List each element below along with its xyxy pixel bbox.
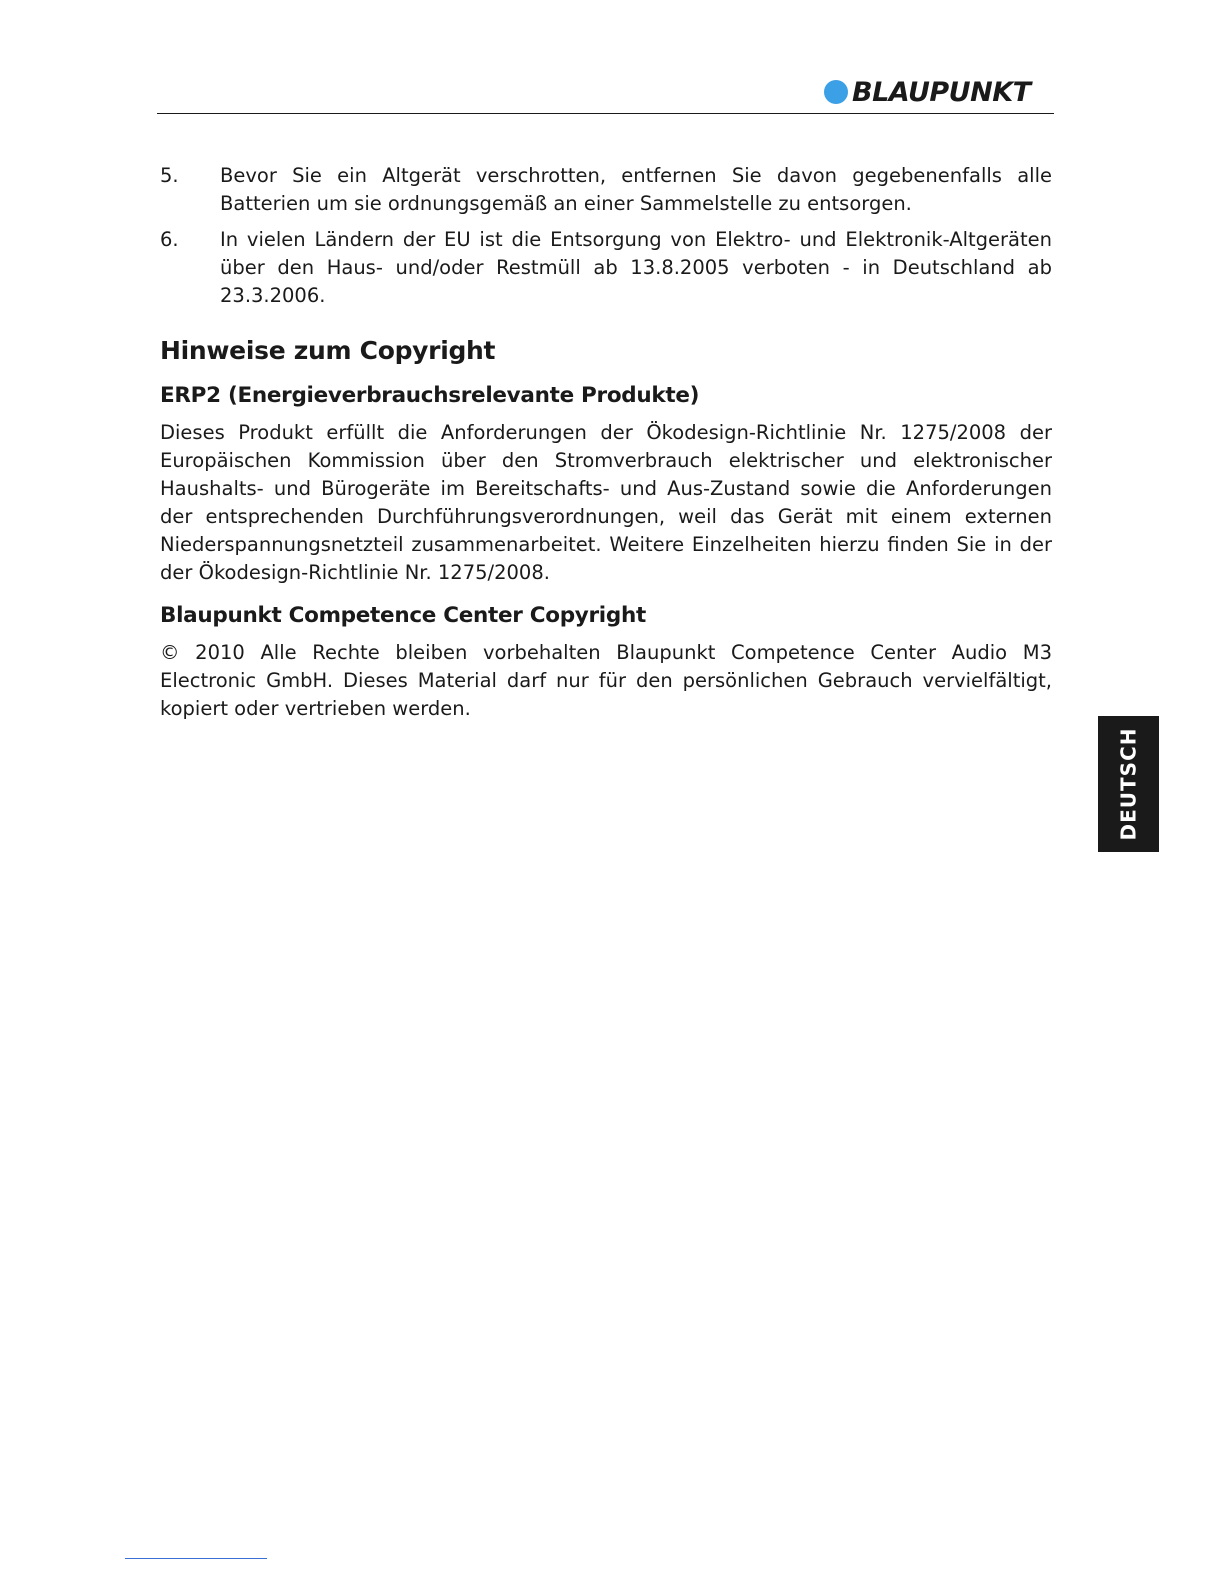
page-content	[160, 162, 1052, 723]
competence-center-heading: Blaupunkt Competence Center Copyright	[160, 603, 646, 628]
brand-name: BLAUPUNKT	[852, 76, 1031, 108]
section-title: Hinweise zum Copyright	[160, 336, 496, 365]
footer-rule	[125, 1558, 267, 1559]
list-item	[160, 226, 1052, 310]
language-tab	[1098, 716, 1159, 852]
list-item-number: 5.	[160, 164, 179, 187]
language-tab-label: DEUTSCH	[1116, 727, 1141, 841]
list-item	[160, 162, 1052, 218]
header-divider	[157, 113, 1054, 114]
erp2-heading: ERP2 (Energieverbrauchsrelevante Produkte)	[160, 383, 700, 408]
list-item-number: 6.	[160, 228, 179, 251]
list-item-text: Bevor Sie ein Altgerät verschrotten, entfernen Sie davon gegebenenfalls alle Batterien um sie ordnungsgemäß an einer Sammelstelle zu entsorgen.	[220, 164, 1052, 215]
brand-logo	[824, 76, 1031, 108]
erp2-paragraph: Dieses Produkt erfüllt die Anforderungen der Ökodesign-Richtlinie Nr. 1275/2008 der Europäischen Kommission über den Stromverbrauch elektrischer und elektronischer Haushalts- und Bürogeräte im Bereitschafts- und Aus-Zustand sowie die Anforderungen der entsprechenden Durchführungsverordnungen, weil das Gerät mit einem externen Niederspannungsnetzteil zusammenarbeitet. Weitere Einzelheiten hierzu finden Sie in der der Ökodesign-Richtlinie Nr. 1275/2008.	[160, 421, 1052, 584]
list-item-text: In vielen Ländern der EU ist die Entsorgung von Elektro- und Elektronik-Altgeräten über den Haus- und/oder Restmüll ab 13.8.2005 verboten - in Deutschland ab 23.3.2006.	[220, 228, 1052, 307]
competence-center-paragraph: © 2010 Alle Rechte bleiben vorbehalten Blaupunkt Competence Center Audio M3 Electronic GmbH. Dieses Material darf nur für den persönlichen Gebrauch vervielfältigt, kopiert oder vertrieben werden.	[160, 641, 1052, 720]
brand-dot-icon	[824, 80, 848, 104]
